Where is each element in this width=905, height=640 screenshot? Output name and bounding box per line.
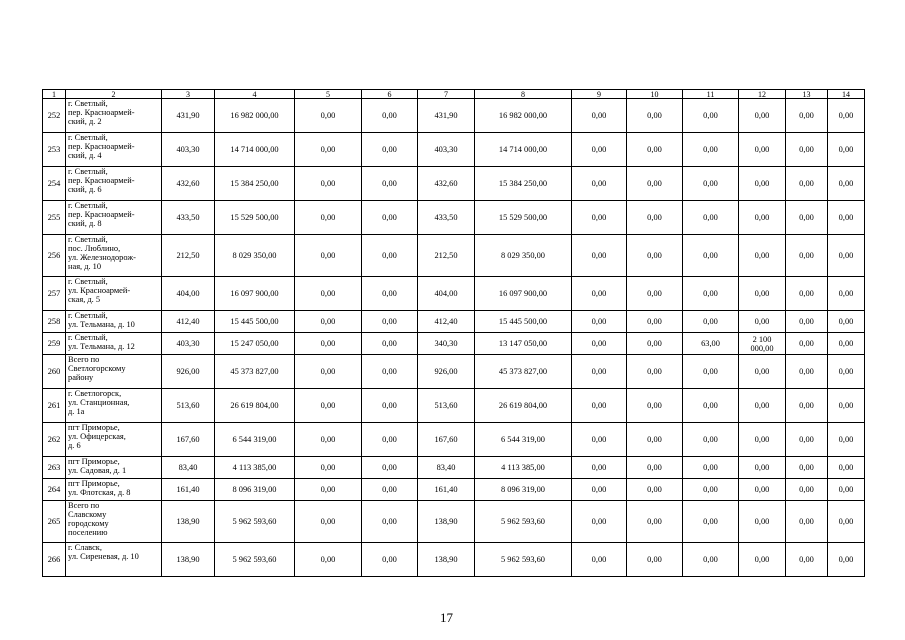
- value-cell: 0,00: [739, 235, 786, 277]
- address-cell: [66, 235, 162, 277]
- table-row: [43, 99, 865, 133]
- value-cell: 0,00: [572, 167, 627, 201]
- value-cell: 15 445 500,00: [215, 311, 295, 333]
- address-line: ский, д. 8: [68, 219, 102, 228]
- value-cell: 0,00: [683, 133, 739, 167]
- address-line: ская, д. 5: [68, 295, 101, 304]
- value-cell: 0,00: [295, 99, 362, 133]
- column-header: 4: [215, 90, 295, 99]
- value-cell: 0,00: [572, 543, 627, 577]
- value-cell: 0,00: [739, 167, 786, 201]
- table-row: [43, 423, 865, 457]
- value-cell: 0,00: [683, 99, 739, 133]
- value-cell: 0,00: [828, 277, 865, 311]
- value-cell: 0,00: [786, 423, 828, 457]
- row-number: 253: [43, 133, 66, 167]
- value-cell: 0,00: [786, 479, 828, 501]
- address-line: Светлогорскому: [68, 364, 126, 373]
- value-cell: 404,00: [418, 277, 475, 311]
- value-cell: 13 147 050,00: [475, 333, 572, 355]
- value-cell: 8 029 350,00: [215, 235, 295, 277]
- header-row: [43, 90, 865, 99]
- value-cell: 0,00: [627, 501, 683, 543]
- column-header: 13: [786, 90, 828, 99]
- value-cell: 412,40: [162, 311, 215, 333]
- value-cell: 0,00: [572, 389, 627, 423]
- address-line: д. 6: [68, 441, 81, 450]
- value-cell: 0,00: [739, 389, 786, 423]
- value-cell: 0,00: [627, 423, 683, 457]
- value-cell: 0,00: [362, 355, 418, 389]
- value-cell: 0,00: [786, 99, 828, 133]
- table-row: [43, 457, 865, 479]
- value-cell: 83,40: [162, 457, 215, 479]
- value-cell: 0,00: [786, 543, 828, 577]
- value-cell: 0,00: [683, 479, 739, 501]
- value-cell: 0,00: [627, 355, 683, 389]
- address-line: ул. Тельмана, д. 12: [68, 342, 135, 351]
- value-cell: 513,60: [418, 389, 475, 423]
- value-cell: 0,00: [627, 99, 683, 133]
- value-cell: 0,00: [739, 133, 786, 167]
- value-cell: 0,00: [739, 457, 786, 479]
- value-cell: 0,00: [683, 501, 739, 543]
- row-number: 266: [43, 543, 66, 577]
- value-cell: 0,00: [786, 201, 828, 235]
- value-cell: 26 619 804,00: [475, 389, 572, 423]
- value-cell: 16 097 900,00: [215, 277, 295, 311]
- value-cell: 0,00: [362, 167, 418, 201]
- row-number: 259: [43, 333, 66, 355]
- address-line: д. 1а: [68, 407, 85, 416]
- value-cell: 0,00: [739, 355, 786, 389]
- row-number: 264: [43, 479, 66, 501]
- value-cell: 167,60: [418, 423, 475, 457]
- row-number: 252: [43, 99, 66, 133]
- row-number: 263: [43, 457, 66, 479]
- row-number: 257: [43, 277, 66, 311]
- table-row: [43, 479, 865, 501]
- value-cell: 0,00: [362, 501, 418, 543]
- value-cell: 0,00: [362, 333, 418, 355]
- address-line: пер. Красноармей-: [68, 142, 135, 151]
- value-cell: 212,50: [162, 235, 215, 277]
- row-number: 262: [43, 423, 66, 457]
- address-line: г. Светлый,: [68, 167, 108, 176]
- value-cell: 0,00: [739, 99, 786, 133]
- row-number: 260: [43, 355, 66, 389]
- value-cell: 0,00: [362, 423, 418, 457]
- value-cell: 0,00: [362, 201, 418, 235]
- value-cell: 340,30: [418, 333, 475, 355]
- row-number: 254: [43, 167, 66, 201]
- table-row: [43, 201, 865, 235]
- value-cell: 0,00: [295, 311, 362, 333]
- address-line: ул. Садовая, д. 1: [68, 466, 127, 475]
- value-cell: 16 982 000,00: [475, 99, 572, 133]
- row-number: 265: [43, 501, 66, 543]
- address-line: пер. Красноармей-: [68, 108, 135, 117]
- value-cell: 8 096 319,00: [475, 479, 572, 501]
- address-line: ский, д. 2: [68, 117, 102, 126]
- value-cell: 14 714 000,00: [475, 133, 572, 167]
- value-cell: 0,00: [828, 501, 865, 543]
- column-header: 12: [739, 90, 786, 99]
- value-cell: 0,00: [828, 235, 865, 277]
- address-cell: [66, 501, 162, 543]
- address-line: г. Светлый,: [68, 311, 108, 320]
- value-cell: 2 100 000,00: [739, 333, 786, 355]
- value-cell: 0,00: [828, 201, 865, 235]
- value-cell: 0,00: [572, 501, 627, 543]
- value-cell: 63,00: [683, 333, 739, 355]
- value-cell: 0,00: [627, 543, 683, 577]
- value-cell: 0,00: [828, 99, 865, 133]
- value-cell: 0,00: [295, 457, 362, 479]
- value-cell: 0,00: [362, 235, 418, 277]
- value-cell: 0,00: [683, 167, 739, 201]
- value-cell: 4 113 385,00: [475, 457, 572, 479]
- row-number: 261: [43, 389, 66, 423]
- address-line: г. Славск,: [68, 543, 102, 552]
- value-cell: 0,00: [739, 423, 786, 457]
- address-line: г. Светлый,: [68, 235, 108, 244]
- value-cell: 0,00: [362, 543, 418, 577]
- value-cell: 0,00: [786, 167, 828, 201]
- value-cell: 0,00: [362, 133, 418, 167]
- value-cell: 16 097 900,00: [475, 277, 572, 311]
- value-cell: 0,00: [683, 355, 739, 389]
- value-cell: 0,00: [739, 501, 786, 543]
- value-cell: 0,00: [683, 311, 739, 333]
- value-cell: 0,00: [295, 167, 362, 201]
- value-cell: 0,00: [572, 133, 627, 167]
- value-cell: 0,00: [572, 355, 627, 389]
- column-header: 1: [43, 90, 66, 99]
- value-cell: 0,00: [572, 235, 627, 277]
- value-cell: 0,00: [786, 457, 828, 479]
- value-cell: 0,00: [828, 311, 865, 333]
- value-cell: 0,00: [683, 543, 739, 577]
- value-cell: 0,00: [362, 389, 418, 423]
- value-cell: 0,00: [627, 277, 683, 311]
- value-cell: 138,90: [418, 543, 475, 577]
- address-cell: [66, 457, 162, 479]
- address-line: ул. Офицерская,: [68, 432, 126, 441]
- value-cell: 0,00: [683, 201, 739, 235]
- value-cell: 0,00: [295, 235, 362, 277]
- value-cell: 5 962 593,60: [215, 543, 295, 577]
- row-number: 256: [43, 235, 66, 277]
- value-cell: 16 982 000,00: [215, 99, 295, 133]
- value-cell: 0,00: [362, 99, 418, 133]
- value-cell: 5 962 593,60: [475, 543, 572, 577]
- address-cell: [66, 333, 162, 355]
- value-cell: 0,00: [683, 423, 739, 457]
- value-cell: 0,00: [295, 423, 362, 457]
- value-cell: 403,30: [162, 133, 215, 167]
- address-line: ная, д. 10: [68, 262, 102, 271]
- address-line: Славскому: [68, 510, 107, 519]
- row-number: 258: [43, 311, 66, 333]
- address-cell: [66, 311, 162, 333]
- value-cell: 0,00: [683, 235, 739, 277]
- address-line: Всего по: [68, 501, 100, 510]
- value-cell: 0,00: [786, 333, 828, 355]
- address-cell: [66, 277, 162, 311]
- value-cell: 6 544 319,00: [215, 423, 295, 457]
- value-cell: 0,00: [627, 311, 683, 333]
- address-line: ул. Сиреневая, д. 10: [68, 552, 139, 561]
- value-cell: 8 096 319,00: [215, 479, 295, 501]
- value-cell: 0,00: [572, 311, 627, 333]
- address-line: поселению: [68, 528, 108, 537]
- address-line: пгт Приморье,: [68, 457, 120, 466]
- table-row: [43, 355, 865, 389]
- table-row: [43, 389, 865, 423]
- table-row: [43, 333, 865, 355]
- address-cell: [66, 99, 162, 133]
- column-header: 10: [627, 90, 683, 99]
- value-cell: 167,60: [162, 423, 215, 457]
- value-cell: 0,00: [572, 99, 627, 133]
- table-row: [43, 133, 865, 167]
- value-cell: 161,40: [418, 479, 475, 501]
- value-cell: 15 529 500,00: [215, 201, 295, 235]
- value-cell: 0,00: [683, 457, 739, 479]
- value-cell: 431,90: [418, 99, 475, 133]
- value-cell: 0,00: [828, 389, 865, 423]
- value-cell: 0,00: [572, 479, 627, 501]
- address-line: Всего по: [68, 355, 100, 364]
- value-cell: 5 962 593,60: [475, 501, 572, 543]
- value-cell: 0,00: [295, 479, 362, 501]
- address-line: пос. Люблино,: [68, 244, 121, 253]
- value-cell: 0,00: [828, 543, 865, 577]
- value-cell: 15 247 050,00: [215, 333, 295, 355]
- address-line: г. Светлогорск,: [68, 389, 122, 398]
- value-cell: 0,00: [683, 389, 739, 423]
- value-cell: 0,00: [627, 201, 683, 235]
- address-line: г. Светлый,: [68, 99, 108, 108]
- address-line: пгт Приморье,: [68, 423, 120, 432]
- value-cell: 0,00: [295, 333, 362, 355]
- address-line: ский, д. 4: [68, 151, 102, 160]
- value-cell: 45 373 827,00: [475, 355, 572, 389]
- column-header: 3: [162, 90, 215, 99]
- value-cell: 0,00: [295, 501, 362, 543]
- value-cell: 432,60: [418, 167, 475, 201]
- value-cell: 0,00: [786, 235, 828, 277]
- value-cell: 212,50: [418, 235, 475, 277]
- value-cell: 0,00: [828, 479, 865, 501]
- value-cell: 0,00: [786, 277, 828, 311]
- value-cell: 0,00: [627, 167, 683, 201]
- address-line: городскому: [68, 519, 109, 528]
- value-cell: 8 029 350,00: [475, 235, 572, 277]
- column-header: 7: [418, 90, 475, 99]
- value-cell: 0,00: [739, 543, 786, 577]
- value-cell: 432,60: [162, 167, 215, 201]
- value-cell: 0,00: [828, 457, 865, 479]
- value-cell: 403,30: [162, 333, 215, 355]
- value-cell: 0,00: [295, 133, 362, 167]
- value-cell: 0,00: [828, 423, 865, 457]
- value-cell: 0,00: [627, 389, 683, 423]
- value-cell: 0,00: [362, 277, 418, 311]
- address-cell: [66, 201, 162, 235]
- address-line: пер. Красноармей-: [68, 210, 135, 219]
- address-line: г. Светлый,: [68, 277, 108, 286]
- address-line: ул. Красноармей-: [68, 286, 131, 295]
- value-cell: 0,00: [828, 333, 865, 355]
- table-row: [43, 311, 865, 333]
- address-line: ул. Железнодорож-: [68, 253, 136, 262]
- value-cell: 6 544 319,00: [475, 423, 572, 457]
- value-cell: 26 619 804,00: [215, 389, 295, 423]
- address-line: ул. Флотская, д. 8: [68, 488, 131, 497]
- address-cell: [66, 355, 162, 389]
- value-cell: 0,00: [828, 355, 865, 389]
- value-cell: 45 373 827,00: [215, 355, 295, 389]
- row-number: 255: [43, 201, 66, 235]
- address-cell: [66, 389, 162, 423]
- address-line: г. Светлый,: [68, 201, 108, 210]
- value-cell: 0,00: [295, 355, 362, 389]
- address-line: ул. Тельмана, д. 10: [68, 320, 135, 329]
- value-cell: 0,00: [295, 389, 362, 423]
- column-header: 2: [66, 90, 162, 99]
- value-cell: 161,40: [162, 479, 215, 501]
- value-cell: 0,00: [828, 167, 865, 201]
- value-cell: 0,00: [295, 201, 362, 235]
- value-cell: 0,00: [786, 355, 828, 389]
- value-cell: 138,90: [162, 501, 215, 543]
- value-cell: 433,50: [162, 201, 215, 235]
- value-cell: 403,30: [418, 133, 475, 167]
- value-cell: 15 384 250,00: [215, 167, 295, 201]
- table-row: [43, 167, 865, 201]
- address-line: ский, д. 6: [68, 185, 102, 194]
- address-line: ул. Станционная,: [68, 398, 130, 407]
- register-table: [42, 89, 865, 577]
- value-cell: 412,40: [418, 311, 475, 333]
- value-cell: 0,00: [627, 479, 683, 501]
- value-cell: 0,00: [828, 133, 865, 167]
- value-cell: 14 714 000,00: [215, 133, 295, 167]
- table-row: [43, 501, 865, 543]
- column-header: 11: [683, 90, 739, 99]
- value-cell: 0,00: [572, 201, 627, 235]
- address-cell: [66, 133, 162, 167]
- address-line: пгт Приморье,: [68, 479, 120, 488]
- value-cell: 15 445 500,00: [475, 311, 572, 333]
- address-line: г. Светлый,: [68, 133, 108, 142]
- value-cell: 0,00: [572, 277, 627, 311]
- value-cell: 5 962 593,60: [215, 501, 295, 543]
- column-header: 6: [362, 90, 418, 99]
- table-row: [43, 235, 865, 277]
- value-cell: 0,00: [683, 277, 739, 311]
- value-cell: 0,00: [739, 479, 786, 501]
- value-cell: 0,00: [572, 333, 627, 355]
- address-cell: [66, 479, 162, 501]
- address-line: району: [68, 373, 94, 382]
- value-cell: 4 113 385,00: [215, 457, 295, 479]
- column-header: 8: [475, 90, 572, 99]
- page-number: 17: [440, 610, 453, 625]
- address-cell: [66, 423, 162, 457]
- value-cell: 0,00: [627, 333, 683, 355]
- address-cell: [66, 543, 162, 577]
- value-cell: 83,40: [418, 457, 475, 479]
- value-cell: 15 529 500,00: [475, 201, 572, 235]
- value-cell: 926,00: [418, 355, 475, 389]
- value-cell: 0,00: [362, 311, 418, 333]
- value-cell: 0,00: [295, 543, 362, 577]
- column-header: 9: [572, 90, 627, 99]
- value-cell: 0,00: [572, 423, 627, 457]
- value-cell: 0,00: [627, 235, 683, 277]
- value-cell: 138,90: [418, 501, 475, 543]
- value-cell: 0,00: [786, 389, 828, 423]
- address-line: г. Светлый,: [68, 333, 108, 342]
- value-cell: 513,60: [162, 389, 215, 423]
- value-cell: 0,00: [362, 457, 418, 479]
- column-header: 5: [295, 90, 362, 99]
- value-cell: 0,00: [786, 311, 828, 333]
- value-cell: 0,00: [739, 201, 786, 235]
- value-cell: 404,00: [162, 277, 215, 311]
- value-cell: 431,90: [162, 99, 215, 133]
- value-cell: 0,00: [295, 277, 362, 311]
- table-row: [43, 543, 865, 577]
- value-cell: 433,50: [418, 201, 475, 235]
- column-header: 14: [828, 90, 865, 99]
- value-cell: 0,00: [786, 133, 828, 167]
- value-cell: 926,00: [162, 355, 215, 389]
- value-cell: 0,00: [627, 133, 683, 167]
- value-cell: 0,00: [627, 457, 683, 479]
- table-body: [43, 99, 865, 577]
- value-cell: 15 384 250,00: [475, 167, 572, 201]
- value-cell: 0,00: [739, 311, 786, 333]
- value-cell: 0,00: [786, 501, 828, 543]
- value-cell: 0,00: [572, 457, 627, 479]
- value-cell: 0,00: [739, 277, 786, 311]
- address-line: пер. Красноармей-: [68, 176, 135, 185]
- value-cell: 0,00: [362, 479, 418, 501]
- value-cell: 138,90: [162, 543, 215, 577]
- table-row: [43, 277, 865, 311]
- address-cell: [66, 167, 162, 201]
